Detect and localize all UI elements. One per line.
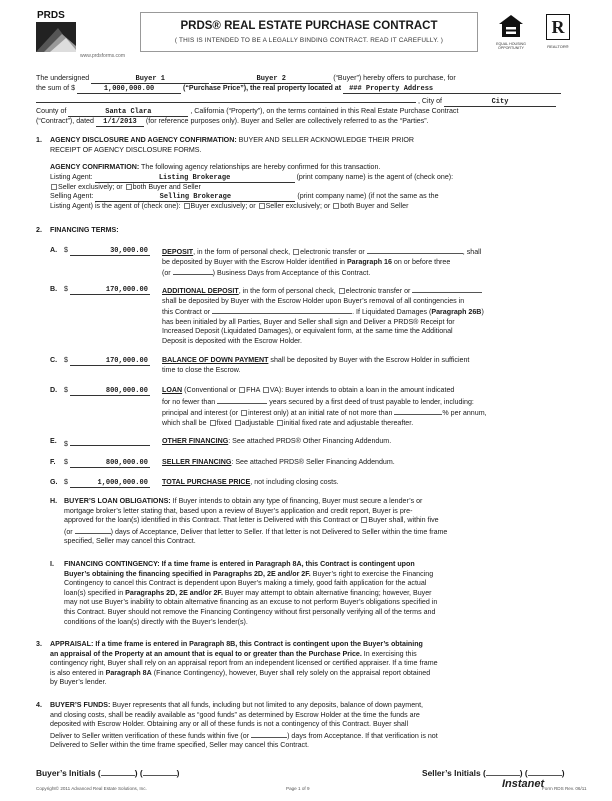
county-field[interactable]: Santa Clara <box>68 108 188 117</box>
other-form-field[interactable] <box>367 246 463 254</box>
item-text: , shall <box>462 248 482 256</box>
item-text: (or <box>162 269 171 278</box>
buyer2-field[interactable]: Buyer 2 <box>211 75 331 84</box>
section-number: 2. <box>36 226 42 234</box>
intro-text: , City of <box>417 97 443 105</box>
amount: $ 800,000.00 <box>64 458 148 467</box>
title-box <box>140 12 478 52</box>
checkbox-seller-exclusive-2[interactable] <box>259 203 265 209</box>
item-text: , in the form of personal check, <box>193 248 291 256</box>
item-title: LOAN <box>162 386 183 394</box>
item-text: ) Business Days from Acceptance of this Contract. <box>212 269 371 278</box>
seller-initials-label: Seller’s Initials ( <box>422 768 486 778</box>
item-text: Contingency to cancel this Contract is dependent upon Buyer’s making a timely, good faith application for the actual <box>64 579 427 588</box>
item-text: shall be deposited by Buyer with the Escrow Holder in sufficient <box>270 356 470 364</box>
item-letter: A. <box>50 246 58 254</box>
days-field-2[interactable] <box>75 526 111 534</box>
section-1-body <box>50 136 578 212</box>
section-text: Deliver to Seller written verification of these funds within five (or <box>50 731 250 740</box>
purchase-price-field[interactable]: 1,000,000.00 <box>77 85 181 94</box>
intro-paragraph <box>36 74 578 127</box>
item-text: ) <box>481 308 484 317</box>
loan-years-field[interactable] <box>217 396 267 404</box>
section-heading: AGENCY DISCLOSURE AND AGENCY CONFIRMATION: <box>50 136 237 144</box>
item-title: BUYER’S LOAN OBLIGATIONS: <box>64 497 171 505</box>
item-text: on or before three <box>393 257 451 266</box>
item-2g-total <box>36 478 578 490</box>
amount: $ 170,000.00 <box>64 356 148 365</box>
section-text: If a time frame is entered in Paragraph 8B, this Contract is contingent upon the Buyer’s obtaining <box>95 640 423 648</box>
checkbox-both-2[interactable] <box>333 203 339 209</box>
days-field[interactable] <box>173 267 213 275</box>
checkbox-fixed[interactable] <box>210 420 216 426</box>
section-heading: FINANCING TERMS: <box>50 226 119 234</box>
intro-text: County of <box>36 107 67 115</box>
intro-text: (for reference purposes only). Buyer and Seller are collectively referred to as the “Parties”. <box>145 117 429 125</box>
item-text: (Conventional or <box>184 386 237 394</box>
listing-agent-field[interactable]: Listing Brokerage <box>95 174 295 183</box>
initials-close: ) <box>561 768 565 778</box>
item-letter: D. <box>50 386 58 394</box>
prds-logo <box>36 8 76 52</box>
section-text: is also entered in <box>50 668 104 677</box>
checkbox-seller-exclusive[interactable] <box>51 184 57 190</box>
item-text: for no fewer than <box>162 397 216 406</box>
amount: $ <box>64 437 150 450</box>
section-text: (print company name) (if not the same as the <box>297 192 439 201</box>
realtor-logo <box>540 14 576 52</box>
checkbox-buyer-exclusive[interactable] <box>184 203 190 209</box>
intro-text: (“Contract”), dated <box>36 117 94 125</box>
item-text: Buyer’s obtaining the financing specified in Paragraphs 2D, 2E and/or 2F. <box>64 569 311 578</box>
listing-agent-label: Listing Agent: <box>50 172 93 181</box>
item-text: principal and interest (or <box>162 409 239 418</box>
city-field[interactable]: City <box>444 98 556 107</box>
item-title: TOTAL PURCHASE PRICE <box>162 478 251 486</box>
selling-agent-field[interactable]: Selling Brokerage <box>95 193 295 202</box>
item-text: be deposited by Buyer with the Escrow Holder identified in <box>162 257 345 266</box>
item-2i-financing-contingency <box>36 560 578 630</box>
amount: $ 800,000.00 <box>64 386 148 395</box>
date-field[interactable]: 1/1/2013 <box>96 118 144 127</box>
other-financing-field[interactable] <box>70 437 150 446</box>
item-text: . If Liquidated Damages ( <box>352 308 432 317</box>
section-text: contingency right, Buyer shall rely on an appraisal report from an independent licensed or certified appraiser. If a time frame <box>50 659 438 668</box>
seller-financing-field[interactable]: 800,000.00 <box>70 459 150 468</box>
buyer-initials <box>36 768 179 779</box>
checkbox-letter-later[interactable] <box>361 517 367 523</box>
item-text: interest only) at an initial rate of not more than <box>248 409 393 418</box>
item-description <box>162 386 578 428</box>
intro-text: the sum of $ <box>36 84 76 92</box>
form-revision: Form RDS Rev. 06/11 <box>542 786 587 791</box>
section-text: Paragraph 8A <box>105 668 152 677</box>
section-text: RECEIPT OF AGENCY DISCLOSURE FORMS. <box>50 145 202 154</box>
item-letter: I. <box>50 560 54 568</box>
item-text: Deposit is deposited with the Escrow Holder. <box>162 336 302 345</box>
item-letter: C. <box>50 356 58 364</box>
item-text: shall be deposited by Buyer with the Escrow Holder upon Buyer’s removal of all contingencies in <box>162 296 465 305</box>
total-price-field[interactable]: 1,000,000.00 <box>70 479 150 488</box>
additional-deposit-field[interactable]: 170,000.00 <box>70 286 150 295</box>
buyer-initials-field-2[interactable] <box>143 768 177 776</box>
item-title: BALANCE OF DOWN PAYMENT <box>162 356 269 364</box>
item-2f-seller-financing <box>36 458 578 470</box>
checkbox-fha[interactable] <box>239 387 245 393</box>
amount: $ 170,000.00 <box>64 285 148 294</box>
page-title: PRDS® REAL ESTATE PURCHASE CONTRACT <box>180 20 438 32</box>
checkbox-initial-fixed[interactable] <box>277 420 283 426</box>
logo-url: www.prdsforms.com <box>80 53 126 59</box>
item-text: loan(s) specified in <box>64 588 124 597</box>
section-text: (print company name) is the agent of (check one): <box>296 172 454 181</box>
section-text: Buyer represents that all funds, including but not limited to any deposits, balance of down payment, <box>112 701 424 709</box>
item-letter: F. <box>50 458 56 466</box>
item-2e-other-financing <box>36 437 578 449</box>
section-number: 3. <box>36 640 42 648</box>
selling-agent-label: Selling Agent: <box>50 192 94 201</box>
item-letter: B. <box>50 285 58 293</box>
buyer-initials-field-1[interactable] <box>101 768 135 776</box>
item-title: ADDITIONAL DEPOSIT <box>162 287 239 295</box>
section-text: In exercising this <box>363 649 417 658</box>
section-text: by Buyer’s lender. <box>50 678 107 687</box>
intro-text: The undersigned <box>36 74 90 82</box>
section-text: Delivered to Seller within the time frame specified, Seller may cancel this Contract. <box>50 741 310 750</box>
initials-close: ) <box>176 768 180 778</box>
item-letter: H. <box>50 497 58 505</box>
page-number: Page 1 of 9 <box>286 786 310 791</box>
section-3-appraisal <box>36 640 578 690</box>
item-text: Buyer may attempt to obtain alternative financing; however, Buyer <box>224 588 432 597</box>
item-title: FINANCING CONTINGENCY: <box>64 560 160 568</box>
buyer-initials-label: Buyer’s Initials ( <box>36 768 101 778</box>
section-text: both Buyer and Seller <box>340 202 409 211</box>
section-text: ) days from Acceptance. If that verification is not <box>287 731 438 740</box>
checkbox-both[interactable] <box>126 184 132 190</box>
item-text: , not including closing costs. <box>250 478 339 486</box>
buyer1-field[interactable]: Buyer 1 <box>91 75 209 84</box>
item-description <box>162 437 578 447</box>
item-text: VA): Buyer intends to obtain a loan in the amount indicated <box>269 386 455 394</box>
item-title: OTHER FINANCING <box>162 437 229 445</box>
section-number: 4. <box>36 701 42 709</box>
item-text: which shall be <box>162 418 207 427</box>
item-description <box>162 356 578 375</box>
copyright: Copyright© 2011 Advanced Real Estate Solutions, Inc. <box>36 786 147 791</box>
section-3-body <box>50 640 578 688</box>
item-text: time to close the Escrow. <box>162 365 241 374</box>
item-text: Paragraph 26B <box>431 308 482 317</box>
intro-text: (“Buyer”) hereby offers to purchase, for <box>333 74 456 82</box>
item-text: electronic transfer or <box>300 248 365 256</box>
intro-text: (“Purchase Price”), the real property located at <box>183 84 342 92</box>
item-text: If Buyer intends to obtain any type of financing, Buyer must secure a lender’s or <box>172 497 423 505</box>
item-title: SELLER FINANCING <box>162 458 232 466</box>
section-text: and closing costs, shall be readily available as “good funds” as determined by Escrow Holder at the time the funds are <box>50 710 420 719</box>
section-text: (Finance Contingency), however, Buyer shall rely solely on the appraisal report obtained <box>153 668 431 677</box>
item-text: Buyer’s right to exercise the Financing <box>312 569 434 578</box>
item-text: conditions of the loan(s) directly with the Buyer’s lender(s). <box>64 617 248 626</box>
item-text: , in the form of personal check, <box>238 287 336 295</box>
section-heading: AGENCY CONFIRMATION: <box>50 163 140 172</box>
item-text: electronic transfer or <box>345 287 411 295</box>
prds-logo-graphic <box>36 8 76 52</box>
other-form-field-2[interactable] <box>412 285 482 293</box>
section-number: 1. <box>36 136 42 144</box>
down-payment-field[interactable]: 170,000.00 <box>70 357 150 366</box>
item-text: FHA <box>246 386 260 394</box>
days-field-3[interactable] <box>251 730 287 738</box>
item-text: adjustable <box>241 418 274 427</box>
house-icon <box>498 14 524 38</box>
item-text: Paragraph 16 <box>346 257 392 266</box>
item-text: : See attached PRDS® Seller Financing Addendum. <box>231 458 395 466</box>
deposit-timing-field[interactable] <box>212 306 352 314</box>
realtor-icon: R <box>546 14 570 40</box>
item-description <box>162 458 578 468</box>
section-text: Listing Agent) is the agent of (check one): <box>50 202 181 211</box>
item-description <box>162 285 578 347</box>
page-subtitle: ( THIS IS INTENDED TO BE A LEGALLY BINDING CONTRACT. READ IT CAREFULLY. ) <box>174 37 444 44</box>
item-text: % per annum, <box>442 409 487 418</box>
initials-separator: ) ( <box>519 768 528 778</box>
realtor-label: REALTOR® <box>547 44 569 49</box>
section-heading: APPRAISAL: <box>50 640 94 648</box>
property-address-field[interactable]: ### Property Address <box>343 85 561 94</box>
loan-amount-field[interactable]: 800,000.00 <box>70 387 150 396</box>
checkbox-interest-only[interactable] <box>241 410 247 416</box>
item-letter: E. <box>50 437 57 445</box>
item-text: fixed <box>216 418 232 427</box>
section-text: both Buyer and Seller <box>132 182 201 191</box>
item-2h-loan-obligations <box>36 497 578 549</box>
item-description <box>162 478 578 488</box>
checkbox-electronic-transfer-2[interactable] <box>339 288 345 294</box>
section-text: Seller exclusively; or <box>58 182 123 191</box>
eho-label: EQUAL HOUSING OPPORTUNITY <box>496 41 526 50</box>
section-4-body <box>50 701 578 751</box>
item-text: (or <box>64 527 73 536</box>
address-line-2-field[interactable] <box>36 94 416 103</box>
item-description <box>162 246 578 279</box>
section-text: BUYER AND SELLER ACKNOWLEDGE THEIR PRIOR <box>238 136 414 144</box>
item-2c-down-payment <box>36 356 578 376</box>
item-text: has been initialed by all Parties, Buyer and Seller shall sign and Deliver a PRDS® Receipt for <box>162 317 455 326</box>
item-2d-loan <box>36 386 578 426</box>
seller-initials-field-2[interactable] <box>528 768 562 776</box>
section-text: deposited with Escrow Holder. Obtaining any or all of these funds is not a contingency of this Contract. Buyer shall <box>50 720 409 729</box>
section-text: an appraisal of the Property at an amount that is equal to or greater than the Purchase Price. <box>50 649 362 658</box>
section-text: Seller exclusively; or <box>265 202 331 211</box>
checkbox-adjustable[interactable] <box>235 420 241 426</box>
item-2a-deposit <box>36 246 578 276</box>
section-text: Buyer exclusively; or <box>190 202 256 211</box>
equal-housing-logo <box>494 14 528 50</box>
seller-initials-field-1[interactable] <box>486 768 520 776</box>
amount: $ 1,000,000.00 <box>64 478 148 487</box>
interest-rate-field[interactable] <box>394 407 442 415</box>
item-text: may not use Buyer’s inability to obtain alternative financing as an excuse to not perform Buyer’s obligations specified in <box>64 598 438 607</box>
item-text: Increased Deposit (Liquidated Damages), or equivalent form, at the same time the Additional <box>162 327 453 336</box>
item-letter: G. <box>50 478 58 486</box>
instanet-logo: Instanet <box>502 778 545 790</box>
item-title: DEPOSIT <box>162 248 194 256</box>
item-text: Paragraphs 2D, 2E and/or 2F. <box>125 588 223 597</box>
initials-separator: ) ( <box>134 768 143 778</box>
item-text: this Contract. Buyer should not remove the Financing Contingency without first personally verifying all of the terms and <box>64 607 436 616</box>
intro-text: , California (“Property”), on the terms contained in this Real Estate Purchase Contract <box>190 107 459 115</box>
checkbox-electronic-transfer[interactable] <box>293 249 299 255</box>
item-text: ) days of Acceptance, Deliver that letter to Seller. If that letter is not Delivered to Seller within the time frame <box>110 527 448 536</box>
amount: $ 30,000.00 <box>64 246 148 255</box>
item-text: this Contract or <box>162 308 211 317</box>
item-text: Buyer shall, within five <box>368 516 439 525</box>
item-text: : See attached PRDS® Other Financing Addendum. <box>228 437 392 445</box>
section-heading: BUYER’S FUNDS: <box>50 701 111 709</box>
item-description <box>64 497 578 547</box>
item-text: If a time frame is entered in Paragraph 8A, this Contract is contingent upon <box>161 560 415 568</box>
seller-initials <box>422 768 564 779</box>
item-text: approved for the loan(s) identified in this Contract. That letter is Delivered with this Contract or <box>64 516 359 525</box>
deposit-amount-field[interactable]: 30,000.00 <box>70 247 150 256</box>
logo-text: PRDS <box>37 10 65 21</box>
item-text: years secured by a first deed of trust payable to lender, including: <box>269 397 474 406</box>
item-description <box>64 560 578 627</box>
section-4-buyers-funds <box>36 701 578 751</box>
item-text: specified, Seller may cancel this Contract. <box>64 537 196 546</box>
item-text: initial fixed rate and adjustable thereafter. <box>283 418 414 427</box>
item-text: mortgage broker’s letter stating that, based upon a review of Buyer’s application and credit report, Buyer is pre- <box>64 506 413 515</box>
item-2b-additional-deposit <box>36 285 578 345</box>
checkbox-va[interactable] <box>263 387 269 393</box>
section-text: The following agency relationships are hereby confirmed for this transaction. <box>141 163 381 172</box>
